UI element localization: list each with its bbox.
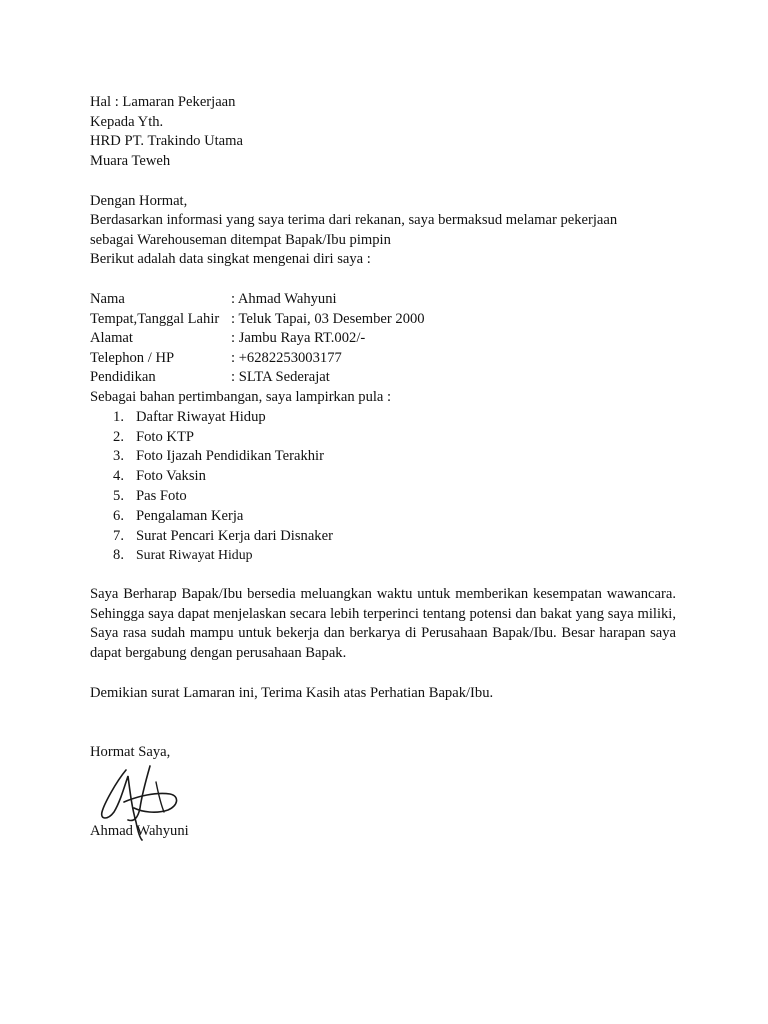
list-number: 2. <box>113 429 124 445</box>
value-pendidikan: : SLTA Sederajat <box>231 369 330 385</box>
label-ttl: Tempat,Tanggal Lahir <box>90 311 220 327</box>
salutation: Dengan Hormat, <box>90 193 188 209</box>
list-number: 8. <box>113 547 124 563</box>
list-item: Pas Foto <box>136 488 187 504</box>
closing-line: Demikian surat Lamaran ini, Terima Kasih atas Perhatian Bapak/Ibu. <box>90 685 494 701</box>
recipient-kepada: Kepada Yth. <box>90 114 164 130</box>
signoff-greeting: Hormat Saya, <box>90 744 171 760</box>
list-number: 4. <box>113 468 124 484</box>
opening-line-2: sebagai Warehouseman ditempat Bapak/Ibu pimpin <box>90 232 391 248</box>
value-telephon: : +6282253003177 <box>231 350 342 366</box>
label-nama: Nama <box>90 291 125 307</box>
list-number: 7. <box>113 528 124 544</box>
value-alamat: : Jambu Raya RT.002/- <box>231 330 366 346</box>
opening-line-1: Berdasarkan informasi yang saya terima dari rekanan, saya bermaksud melamar pekerjaan <box>90 212 618 228</box>
body-paragraph: Saya Berharap Bapak/Ibu bersedia meluangkan waktu untuk memberikan kesempatan wawancara. Sehingga saya dapat menjelaskan secara lebih terperinci tentang potensi dan bakat yang saya miliki, Saya rasa sudah mampu untuk bekerja dan berkarya di Perusahaan Bapak/Ibu. Besar harapan saya dapat bergabung dengan perusahaan Bapak. <box>90 586 676 661</box>
list-item: Daftar Riwayat Hidup <box>136 409 266 425</box>
attachments-intro: Sebagai bahan pertimbangan, saya lampirkan pula : <box>90 389 392 405</box>
value-nama: : Ahmad Wahyuni <box>231 291 337 307</box>
value-ttl: : Teluk Tapai, 03 Desember 2000 <box>231 311 425 327</box>
list-number: 6. <box>113 508 124 524</box>
recipient-company: HRD PT. Trakindo Utama <box>90 133 243 149</box>
label-alamat: Alamat <box>90 330 133 346</box>
list-number: 1. <box>113 409 124 425</box>
list-item: Surat Pencari Kerja dari Disnaker <box>136 528 333 544</box>
list-item: Surat Riwayat Hidup <box>136 547 253 562</box>
recipient-city: Muara Teweh <box>90 153 171 169</box>
list-item: Foto Ijazah Pendidikan Terakhir <box>136 448 324 464</box>
list-number: 5. <box>113 488 124 504</box>
list-item: Foto Vaksin <box>136 468 206 484</box>
label-telephon: Telephon / HP <box>90 350 175 366</box>
opening-line-3: Berikut adalah data singkat mengenai diri saya : <box>90 251 371 267</box>
list-item: Pengalaman Kerja <box>136 508 244 524</box>
list-number: 3. <box>113 448 124 464</box>
signoff-name: Ahmad Wahyuni <box>90 823 189 839</box>
list-item: Foto KTP <box>136 429 194 445</box>
label-pendidikan: Pendidikan <box>90 369 156 385</box>
subject-line: Hal : Lamaran Pekerjaan <box>90 94 236 110</box>
